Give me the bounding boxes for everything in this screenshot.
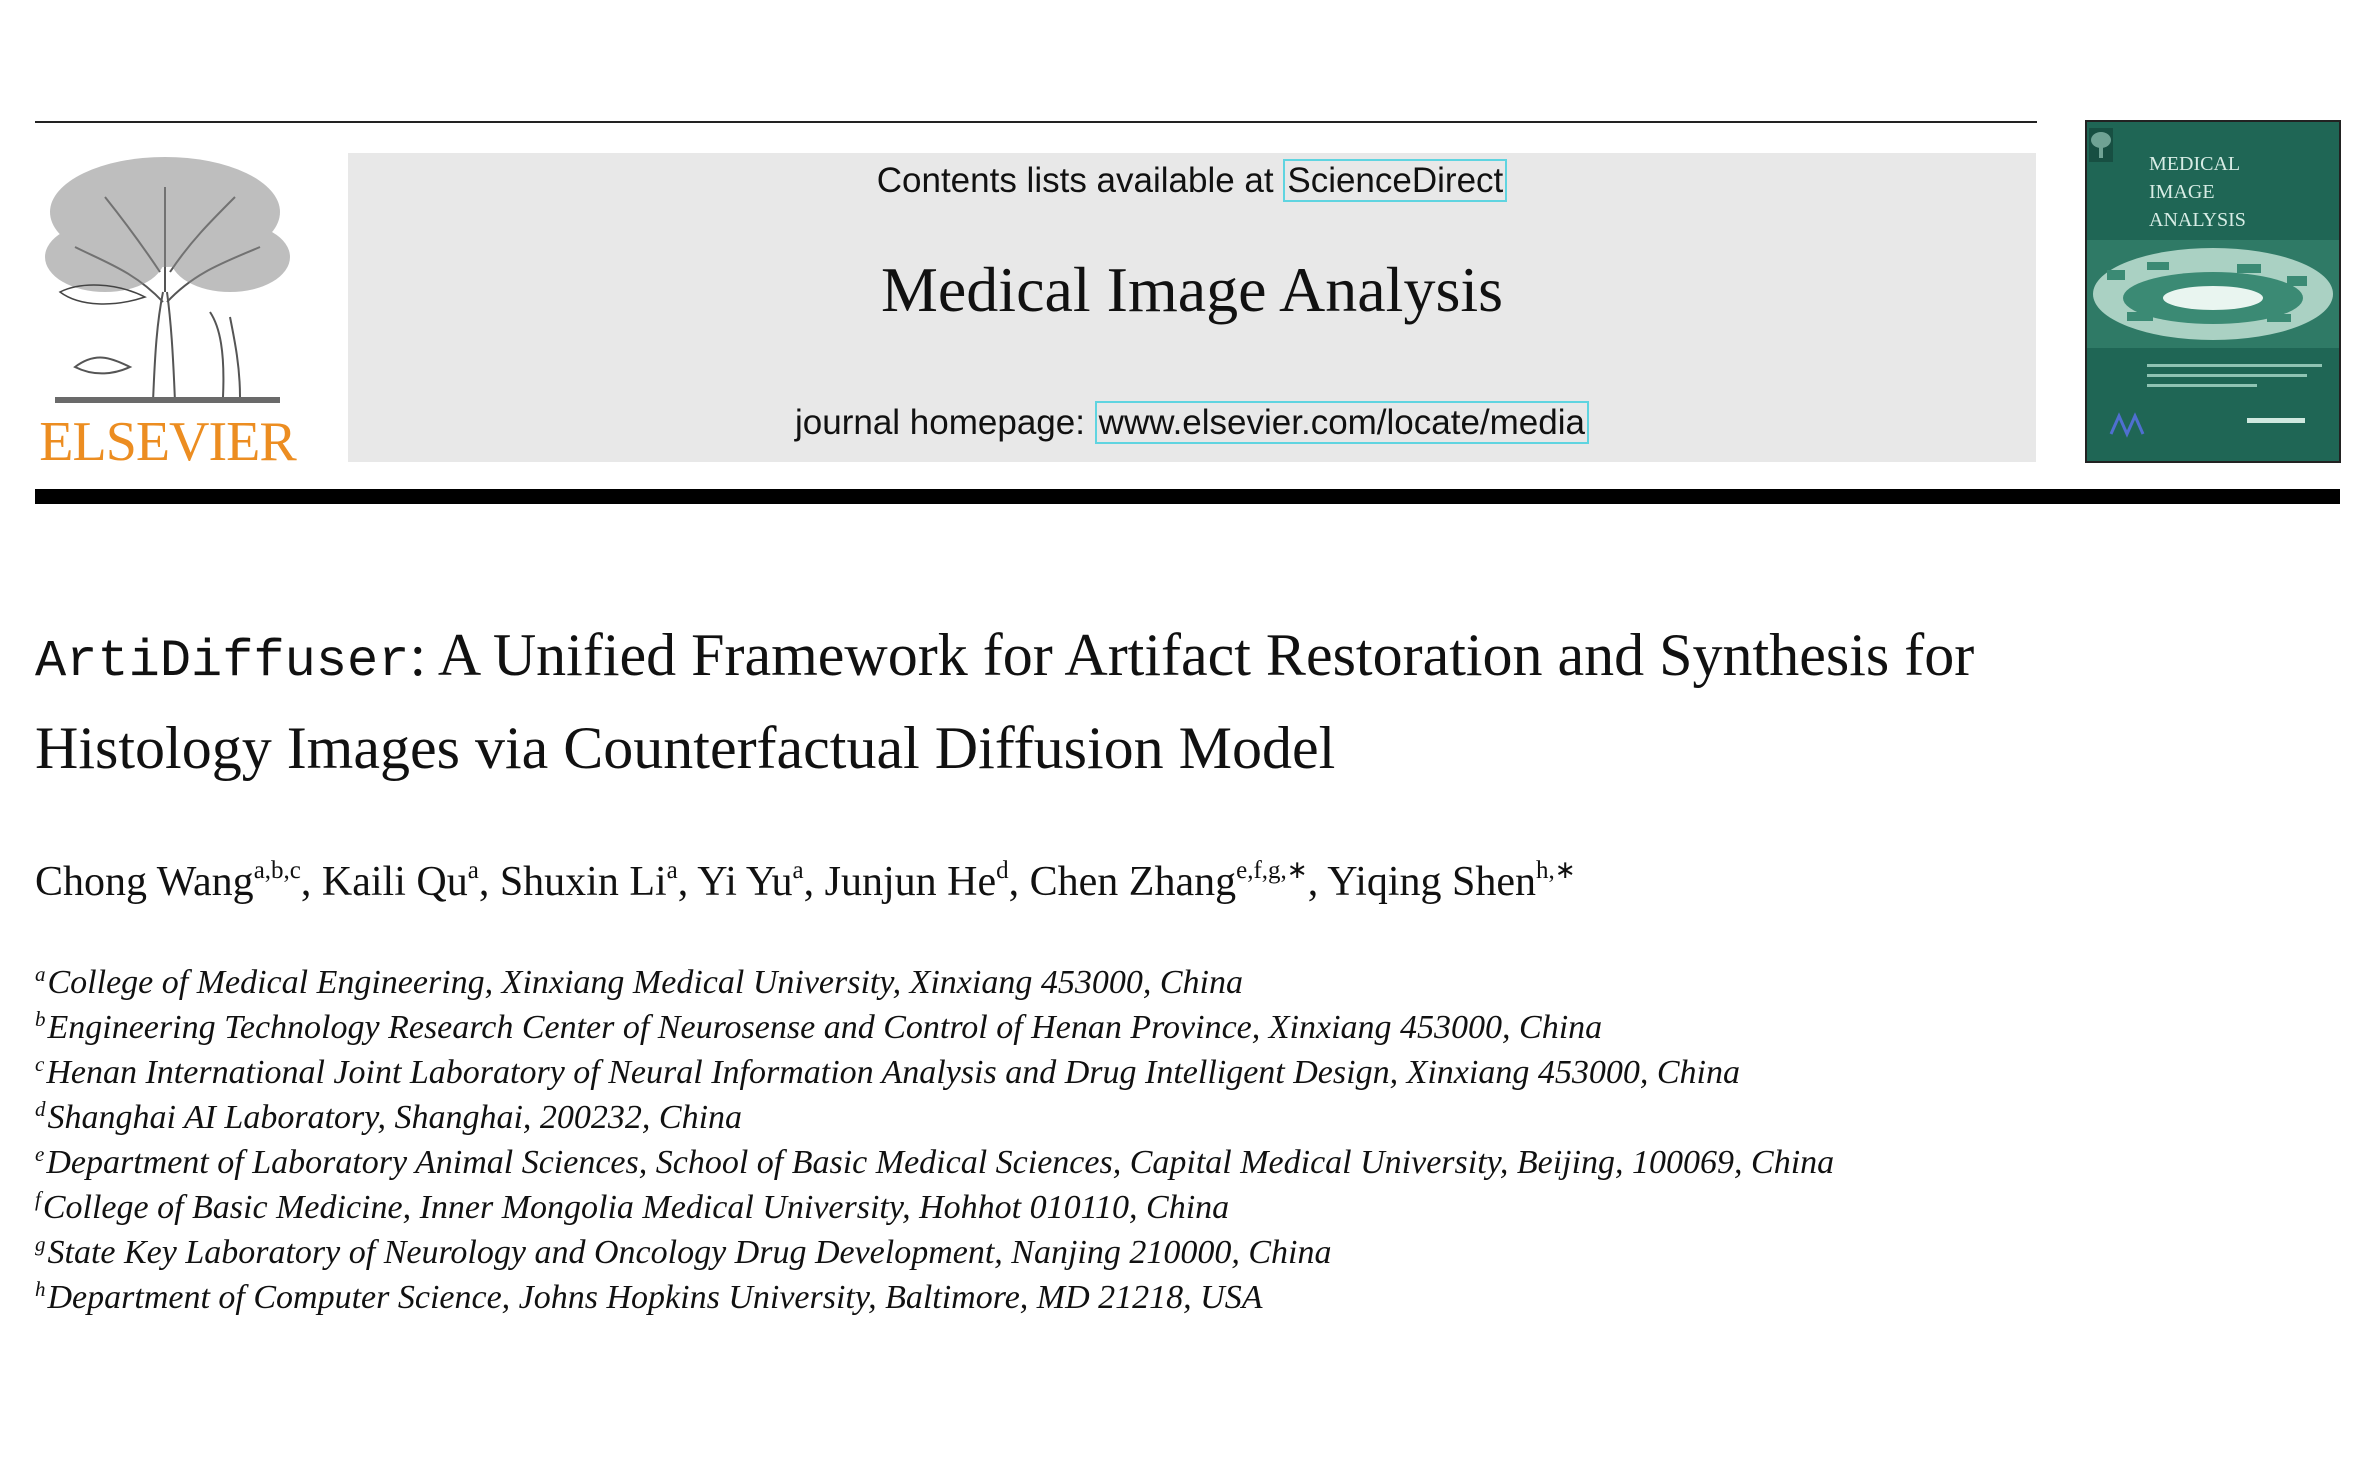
affiliation bbox=[35, 960, 2335, 1005]
author-affil-marks: a,b,c bbox=[253, 857, 301, 884]
affiliation-key: a bbox=[35, 962, 46, 986]
author-separator: , bbox=[478, 859, 500, 905]
affiliation bbox=[35, 1230, 2335, 1275]
author bbox=[500, 859, 697, 905]
author-name: Shuxin Li bbox=[499, 859, 667, 905]
author-separator: , bbox=[1008, 859, 1030, 905]
contents-prefix: Contents lists available at bbox=[876, 161, 1284, 200]
author-name: Chong Wang bbox=[35, 859, 254, 905]
author bbox=[1327, 859, 1576, 905]
affiliation-text: Department of Computer Science, Johns Hopkins University, Baltimore, MD 21218, USA bbox=[47, 1279, 1263, 1316]
affiliation-text: Henan International Joint Laboratory of Neural Information Analysis and Drug Intelligent Design, Xinxiang 453000, China bbox=[46, 1054, 1740, 1091]
elsevier-tree-icon bbox=[35, 152, 300, 407]
author-affil-marks: a bbox=[666, 857, 678, 884]
author-affil-marks: h,∗ bbox=[1536, 857, 1576, 884]
author-affil-marks: a bbox=[792, 857, 804, 884]
author-list bbox=[35, 858, 2335, 906]
homepage-prefix: journal homepage: bbox=[795, 403, 1095, 442]
journal-name: Medical Image Analysis bbox=[880, 254, 1504, 325]
affiliation-text: College of Medical Engineering, Xinxiang Medical University, Xinxiang 453000, China bbox=[47, 964, 1243, 1001]
elsevier-wordmark: ELSEVIER bbox=[39, 411, 296, 473]
journal-homepage-link[interactable]: www.elsevier.com/locate/media bbox=[1095, 401, 1589, 444]
author-name: Chen Zhang bbox=[1029, 859, 1237, 905]
paper-title bbox=[35, 612, 2335, 791]
author-affil-marks: a bbox=[467, 857, 479, 884]
elsevier-tree-small-icon bbox=[2089, 128, 2113, 162]
affiliation-text: Engineering Technology Research Center of Neurosense and Control of Henan Province, Xinxiang 453000, China bbox=[47, 1009, 1603, 1046]
author bbox=[825, 859, 1030, 905]
cover-title bbox=[2149, 150, 2246, 234]
affiliation-key: g bbox=[35, 1232, 46, 1256]
homepage-line bbox=[348, 403, 2036, 443]
sciencedirect-link[interactable]: ScienceDirect bbox=[1283, 159, 1507, 202]
author bbox=[697, 859, 824, 905]
title-line-2: Histology Images via Counterfactual Diffusion Model bbox=[35, 715, 1336, 781]
cover-title-line: MEDICAL bbox=[2149, 153, 2241, 175]
miccai-logo-icon bbox=[2107, 412, 2147, 438]
system-name: ArtiDiffuser bbox=[35, 632, 410, 691]
affiliation-key: e bbox=[35, 1142, 45, 1166]
affiliation bbox=[35, 1050, 2335, 1095]
journal-cover bbox=[2085, 120, 2341, 463]
affiliation-key: c bbox=[35, 1052, 45, 1076]
affiliation-text: College of Basic Medicine, Inner Mongolia Medical University, Hohhot 010110, China bbox=[42, 1189, 1230, 1226]
affiliation bbox=[35, 1095, 2335, 1140]
author-name: Kaili Qu bbox=[321, 859, 468, 905]
affiliation bbox=[35, 1185, 2335, 1230]
header-top-rule bbox=[35, 121, 2037, 123]
author-separator: , bbox=[1307, 859, 1328, 905]
cover-title-line: IMAGE bbox=[2149, 181, 2215, 203]
author-separator: , bbox=[803, 859, 825, 905]
brain-scan-icon bbox=[2087, 240, 2339, 348]
affiliation-key: b bbox=[35, 1007, 46, 1031]
affiliation bbox=[35, 1275, 2335, 1320]
author bbox=[1030, 859, 1328, 905]
title-line-1 bbox=[35, 612, 2335, 705]
affiliation-text: Department of Laboratory Animal Sciences, School of Basic Medical Sciences, Capital Medical University, Beijing, 100069, China bbox=[46, 1144, 1835, 1181]
contents-line bbox=[348, 161, 2036, 201]
author-separator: , bbox=[300, 859, 322, 905]
author-separator: , bbox=[677, 859, 698, 905]
affiliation-list bbox=[35, 960, 2335, 1320]
author-name: Yi Yu bbox=[697, 859, 793, 905]
author-affil-marks: e,f,g,∗ bbox=[1236, 857, 1308, 884]
affiliation-key: d bbox=[35, 1097, 46, 1121]
journal-banner bbox=[348, 153, 2036, 462]
affiliation-key: f bbox=[35, 1187, 41, 1211]
author bbox=[35, 859, 322, 905]
title-line-1-text: : A Unified Framework for Artifact Restoration and Synthesis for bbox=[409, 622, 1975, 688]
author-name: Yiqing Shen bbox=[1327, 859, 1537, 905]
affiliation-key: h bbox=[35, 1277, 46, 1301]
cover-title-line: ANALYSIS bbox=[2149, 209, 2246, 231]
header-bottom-rule bbox=[35, 489, 2340, 504]
elsevier-logo bbox=[35, 152, 300, 473]
affiliation bbox=[35, 1005, 2335, 1050]
author-name: Junjun He bbox=[824, 859, 997, 905]
affiliation bbox=[35, 1140, 2335, 1185]
sciencedirect-cover-logo-icon bbox=[2247, 414, 2307, 428]
author-affil-marks: d bbox=[996, 857, 1009, 884]
cover-fine-print bbox=[2147, 362, 2327, 392]
affiliation-text: State Key Laboratory of Neurology and Oncology Drug Development, Nanjing 210000, China bbox=[47, 1234, 1332, 1271]
author bbox=[322, 859, 500, 905]
affiliation-text: Shanghai AI Laboratory, Shanghai, 200232, China bbox=[47, 1099, 743, 1136]
